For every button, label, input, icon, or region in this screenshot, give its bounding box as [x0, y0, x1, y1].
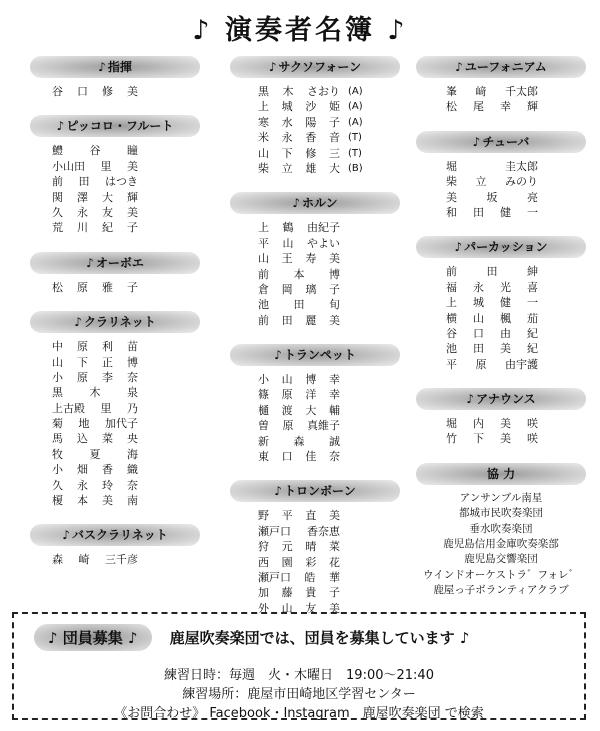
member-row	[416, 341, 586, 356]
note-icon: ♪	[268, 60, 277, 74]
recruitment-message: 鹿屋吹奏楽団では、団員を募集しています ♪	[169, 629, 470, 647]
member-row	[230, 297, 400, 312]
member-row	[30, 205, 200, 220]
member-row	[416, 174, 586, 189]
member-name: 黒 木 さおり	[258, 85, 340, 98]
member-row	[230, 449, 400, 464]
member-name: 池 田 旬	[258, 298, 340, 312]
member-name: 東 口 佳 奈	[258, 450, 340, 464]
member-name: 久 永 玲 奈	[52, 478, 138, 492]
part-tag: (A)	[348, 101, 363, 113]
note-icon: ♪	[466, 392, 475, 407]
member-row	[30, 339, 200, 354]
section-0-3	[30, 311, 200, 508]
member-name: 米 永 香 音	[258, 131, 340, 145]
note-icon: ♪	[274, 484, 282, 499]
note-icon: ♪	[98, 60, 106, 74]
section-title: トロンボーン	[283, 484, 356, 499]
supporter-row	[416, 522, 586, 537]
part-tag: (T)	[348, 132, 362, 144]
member-name: 池 田 美 紀	[446, 342, 538, 356]
member-row	[230, 387, 400, 402]
member-name: 上 城 沙 姫	[258, 100, 340, 114]
section-header	[416, 388, 586, 410]
member-name: 竹 下 美 咲	[446, 432, 538, 446]
note-icon: ♪	[472, 134, 481, 149]
member-row	[230, 585, 400, 600]
member-name: 新 森 誠	[258, 434, 340, 448]
section-header	[416, 463, 586, 485]
member-name: 小 山 博 幸	[258, 373, 340, 387]
member-name: 前 田 紳	[446, 265, 538, 279]
section-header	[230, 480, 400, 502]
member-row	[416, 431, 586, 446]
member-name: 曽 原 真維子	[258, 419, 340, 433]
section-title: バスクラリネット	[71, 528, 168, 543]
section-header	[30, 252, 200, 274]
member-row	[416, 326, 586, 341]
member-row	[230, 524, 400, 539]
section-title: トランペット	[283, 348, 356, 363]
supporter-row	[416, 491, 586, 506]
member-row	[230, 313, 400, 328]
member-name: 寒 水 陽 子	[258, 115, 340, 129]
recruitment-box	[12, 612, 586, 720]
supporter-name: アンサンブル南星	[459, 491, 543, 504]
member-name: 松 尾 幸 輝	[446, 100, 538, 114]
part-tag: (B)	[348, 162, 363, 174]
column-1	[30, 56, 200, 584]
section-1-3	[230, 480, 400, 616]
member-name: 荒 川 紀 子	[52, 221, 138, 235]
supporter-row	[416, 583, 586, 598]
recruitment-label: ♪ 団員募集 ♪	[34, 624, 152, 651]
column-2	[230, 56, 400, 632]
supporter-name: 鹿児島交響楽団	[464, 553, 538, 566]
member-row	[230, 403, 400, 418]
member-row	[416, 99, 586, 114]
member-name: 菊 地 加代子	[52, 417, 138, 431]
member-name: 谷 口 由 紀	[446, 326, 538, 340]
page-title: ♪ 演奏者名簿 ♪	[192, 15, 408, 46]
member-row	[230, 236, 400, 251]
member-row	[230, 220, 400, 235]
section-title: クラリネット	[83, 315, 156, 330]
member-row	[230, 570, 400, 585]
member-row	[30, 493, 200, 508]
member-name: 前 本 博	[258, 267, 340, 281]
section-title: チューバ	[482, 134, 530, 149]
section-0-1	[30, 115, 200, 235]
supporter-name: 垂水吹奏楽団	[469, 522, 533, 535]
note-icon: ♪	[454, 240, 463, 255]
note-icon: ♪	[86, 255, 94, 270]
member-name: 美 坂 亮	[446, 190, 538, 204]
member-name: 森 崎 三千彦	[52, 553, 138, 567]
member-name: 松 原 雅 子	[52, 280, 138, 294]
member-row	[230, 282, 400, 297]
section-2-3	[416, 388, 586, 447]
supporter-row	[416, 506, 586, 521]
member-row	[416, 205, 586, 220]
column-3	[416, 56, 586, 615]
member-name: 小 畑 香 織	[52, 463, 138, 477]
section-header	[30, 56, 200, 78]
member-row	[416, 159, 586, 174]
member-name: 堀 内 美 咲	[446, 417, 538, 431]
member-row	[230, 146, 400, 161]
member-name: 福 永 光 喜	[446, 280, 538, 294]
section-title: アナウンス	[476, 392, 536, 407]
member-row	[30, 280, 200, 295]
member-row	[416, 311, 586, 326]
supporter-row	[416, 537, 586, 552]
member-row	[416, 416, 586, 431]
member-name: 谷 口 修 美	[52, 85, 138, 98]
supporter-name: 都城市民吹奏楽団	[459, 507, 543, 520]
section-header	[30, 311, 200, 333]
section-title: サクソフォーン	[278, 60, 362, 74]
supporter-name: 鹿屋っ子ボランティアクラブ	[433, 584, 569, 597]
member-row	[416, 280, 586, 295]
member-row	[230, 539, 400, 554]
member-name: 上古殿 里 乃	[52, 401, 138, 415]
member-row	[30, 401, 200, 416]
section-title: 指揮	[107, 60, 132, 74]
part-tag: (A)	[348, 116, 363, 128]
part-tag: (T)	[348, 147, 362, 159]
member-row	[30, 462, 200, 477]
member-row	[230, 372, 400, 387]
member-name: 前 田 はつき	[52, 175, 138, 189]
practice-location: 練習場所：鹿屋市田崎地区学習センター	[182, 687, 416, 702]
member-name: 倉 岡 璃 子	[258, 282, 340, 296]
member-name: 前 田 麗 美	[258, 313, 340, 327]
member-row	[30, 385, 200, 400]
supporter-row	[416, 568, 586, 583]
section-title: ユーフォニアム	[464, 60, 547, 74]
member-name: 久 永 友 美	[52, 205, 138, 219]
section-2-1	[416, 131, 586, 221]
member-name: 中 原 利 苗	[52, 340, 138, 354]
member-row	[230, 434, 400, 449]
section-0-2	[30, 252, 200, 295]
member-row	[30, 143, 200, 158]
member-row	[416, 84, 586, 99]
member-name: 山 王 寿 美	[258, 252, 340, 266]
section-header	[30, 524, 200, 546]
member-row	[230, 267, 400, 282]
section-1-1	[230, 192, 400, 328]
practice-schedule: 練習日時：毎週 火・木曜日 19:00〜21:40	[164, 668, 434, 683]
member-row	[30, 478, 200, 493]
member-name: 鱧 谷 瞳	[52, 144, 138, 158]
member-name: 上 鶴 由紀子	[258, 221, 340, 235]
member-name: 榎 本 美 南	[52, 494, 138, 508]
member-name: 平 山 やよい	[258, 236, 340, 250]
member-name: 小 原 李 奈	[52, 370, 138, 384]
member-name: 上 城 健 一	[446, 296, 538, 310]
member-name: 柴 立 みのり	[446, 175, 538, 189]
part-tag: (A)	[348, 86, 363, 97]
section-0-0	[30, 56, 200, 99]
member-name: 西 園 彩 花	[258, 555, 340, 569]
section-2-0	[416, 56, 586, 115]
note-icon: ♪	[56, 119, 65, 134]
member-name: 横 山 楓 茄	[446, 311, 538, 325]
member-row	[230, 99, 400, 114]
member-name: 堀 圭太郎	[446, 159, 538, 173]
section-header	[416, 56, 586, 78]
member-row	[230, 161, 400, 176]
member-row	[416, 190, 586, 205]
member-name: 峯 﨑 千太郎	[446, 85, 538, 98]
section-0-4	[30, 524, 200, 567]
member-name: 関 澤 大 輝	[52, 190, 138, 204]
member-name: 平 原 由宇護	[446, 357, 538, 371]
note-icon: ♪	[274, 348, 282, 363]
section-title: オーボエ	[95, 255, 144, 270]
member-row	[30, 355, 200, 370]
section-header	[230, 192, 400, 214]
section-header	[416, 236, 586, 258]
member-name: 篠 原 洋 幸	[258, 388, 340, 402]
member-name: 和 田 健 一	[446, 205, 538, 219]
member-row	[230, 130, 400, 145]
supporter-row	[416, 552, 586, 567]
member-name: 樋 渡 大 輔	[258, 403, 340, 417]
section-title: 協 力	[486, 466, 516, 481]
supporter-name: 鹿児島信用金庫吹奏楽部	[443, 538, 559, 551]
section-1-0	[230, 56, 400, 176]
member-name: 野 平 直 美	[258, 509, 340, 523]
member-name: 黒 木 泉	[52, 386, 138, 400]
section-title: ホルン	[301, 196, 338, 211]
member-name: 馬 込 菜 央	[52, 432, 138, 446]
member-row	[416, 295, 586, 310]
member-row	[230, 251, 400, 266]
section-1-2	[230, 344, 400, 464]
member-name: 瀬戸口 香奈恵	[258, 524, 340, 538]
member-row	[30, 447, 200, 462]
member-name: 小山田 里 美	[52, 159, 138, 173]
member-row	[30, 220, 200, 235]
member-row	[30, 370, 200, 385]
member-row	[416, 357, 586, 372]
member-row	[30, 190, 200, 205]
note-icon: ♪	[292, 196, 300, 211]
member-row	[30, 159, 200, 174]
section-title: パーカッション	[464, 240, 548, 255]
section-header	[230, 344, 400, 366]
member-row	[30, 174, 200, 189]
member-row	[30, 552, 200, 567]
member-name: 柴 立 雄 大	[258, 161, 340, 175]
section-2-2	[416, 236, 586, 372]
section-title: ピッコロ・フルート	[66, 119, 174, 134]
section-header	[30, 115, 200, 137]
note-icon: ♪	[74, 315, 82, 330]
supporter-name: ウインドオーケストラ゛フォレ゛	[423, 568, 579, 581]
note-icon: ♪	[455, 60, 463, 74]
member-row	[30, 431, 200, 446]
member-name: 瀬戸口 皓 華	[258, 570, 340, 584]
member-row	[230, 508, 400, 523]
member-name: 狩 元 晴 菜	[258, 540, 340, 554]
contact-info: 《お問合わせ》 Facebook・Instagram 鹿屋吹奏楽団 で検索	[114, 706, 484, 721]
member-row	[416, 264, 586, 279]
member-row	[30, 416, 200, 431]
member-name: 加 藤 貴 子	[258, 586, 340, 600]
section-header	[416, 131, 586, 153]
member-name: 山 下 正 博	[52, 355, 138, 369]
member-row	[230, 418, 400, 433]
member-row	[230, 115, 400, 130]
member-row	[30, 84, 200, 99]
note-icon: ♪	[62, 528, 70, 543]
member-name: 山 下 修 三	[258, 146, 340, 160]
section-2-4	[416, 463, 586, 599]
member-name: 外 山 友 美	[258, 601, 340, 615]
member-name: 牧 夏 海	[52, 447, 138, 461]
section-header	[230, 56, 400, 78]
member-row	[230, 555, 400, 570]
member-row	[230, 84, 400, 99]
